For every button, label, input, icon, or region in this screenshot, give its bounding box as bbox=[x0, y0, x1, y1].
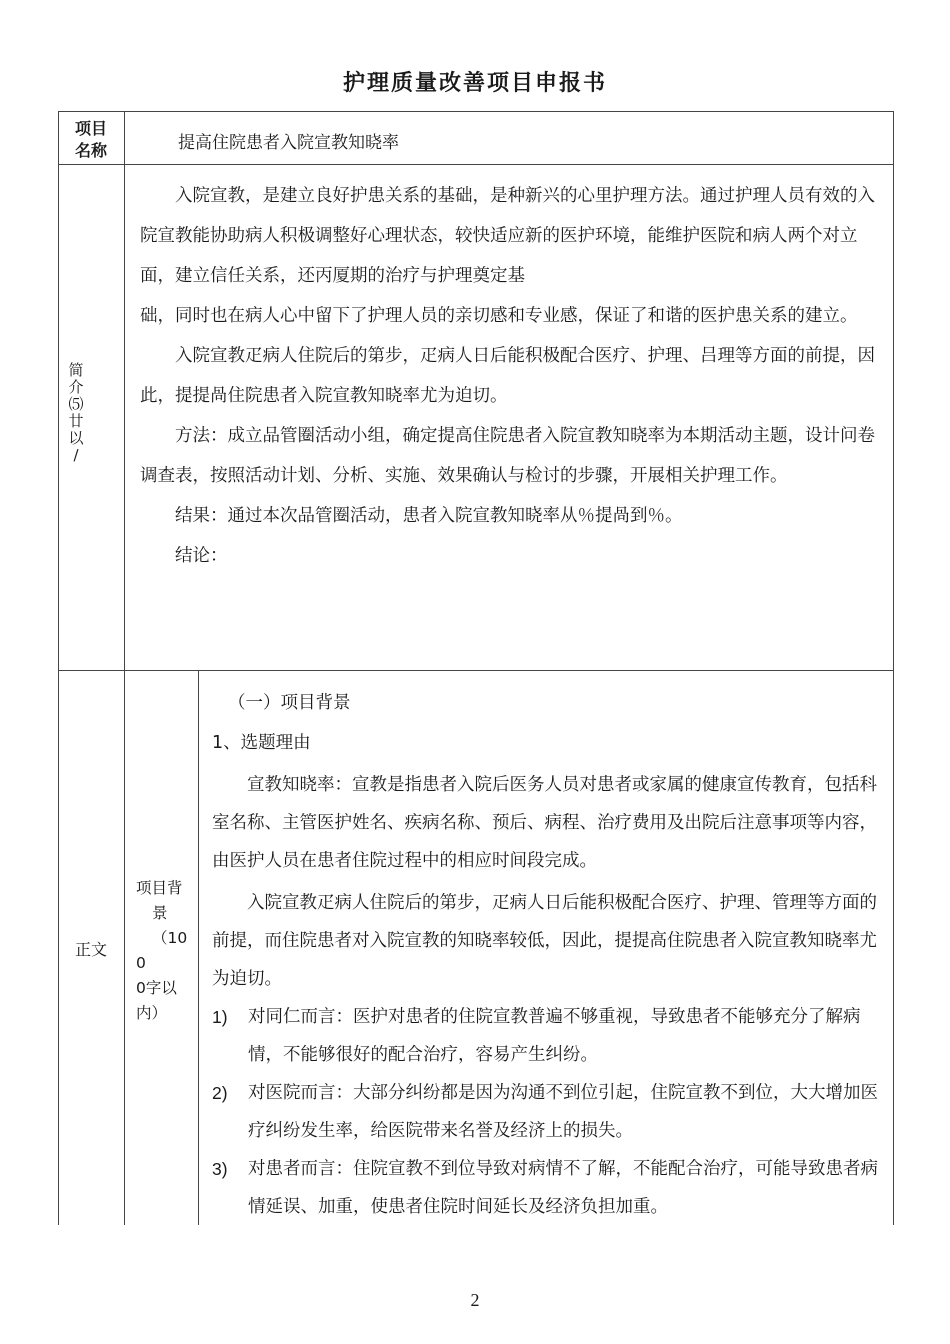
intro-label-char: ⑸ bbox=[68, 395, 84, 413]
intro-body bbox=[140, 176, 878, 576]
intro-paragraph: 结果：通过本次品管圈活动，患者入院宣教知晓率从％提咼到％。 bbox=[175, 506, 683, 526]
background-label bbox=[134, 876, 196, 1026]
sub-heading: 1、选题理由 bbox=[212, 733, 311, 753]
project-name-label bbox=[58, 118, 124, 162]
list-item bbox=[212, 1074, 886, 1150]
background-label-line: （10 bbox=[152, 929, 188, 947]
project-name-value: 提高住院患者入院宣教知晓率 bbox=[178, 133, 399, 153]
page-number: 2 bbox=[470, 1290, 480, 1310]
main-body-cell bbox=[199, 671, 893, 1224]
list-item bbox=[212, 1150, 886, 1224]
document-title: 护理质量改善项目申报书 bbox=[342, 71, 607, 96]
body-paragraph: 宣教知晓率：宣教是指患者入院后医务人员对患者或家属的健康宣传教育，包括科室名称、主管医护姓名、疾病名称、预后、病程、治疗费用及出院后注意事项等内容，由医护人员在患者住院过程中的相应时间段完成。 bbox=[212, 775, 877, 871]
project-label-line1: 项目 bbox=[74, 119, 107, 138]
intro-label bbox=[58, 362, 94, 464]
list-item-number: 2) bbox=[212, 1083, 228, 1103]
background-label-line: 内） bbox=[136, 1004, 168, 1022]
main-label: 正文 bbox=[74, 940, 107, 959]
list-item-number: 3) bbox=[212, 1159, 228, 1179]
intro-paragraph: 入院宣教，是建立良好护患关系的基础，是种新兴的心里护理方法。通过护理人员有效的入院宣教能协助病人积极调整好心理状态，较快适应新的医护环境，能维护医院和病人两个对立面，建立信任关系，还丙厦期的治疗与护理奠定基 bbox=[140, 186, 875, 286]
section-heading: （一）项目背景 bbox=[228, 693, 351, 713]
background-label-line: 0 bbox=[136, 954, 146, 972]
intro-paragraph: 础，同时也在病人心中留下了护理人员的亲切感和专业感，保证了和谐的医护患关系的建立。 bbox=[140, 306, 858, 326]
background-label-line: 项目背 bbox=[136, 879, 183, 897]
list-item bbox=[212, 998, 886, 1074]
list-item-text: 对患者而言：住院宣教不到位导致对病情不了解，不能配合治疗，可能导致患者病情延误、加重，使患者住院时间延长及经济负担加重。 bbox=[248, 1159, 878, 1217]
list-item-text: 对医院而言：大部分纠纷都是因为沟通不到位引起，住院宣教不到位，大大增加医疗纠纷发生率，给医院带来名誉及经济上的损失。 bbox=[248, 1083, 878, 1141]
intro-label-char: 简 bbox=[68, 361, 84, 379]
list-item-number: 1) bbox=[212, 1007, 228, 1027]
main-body bbox=[212, 684, 886, 1224]
background-label-line: 景 bbox=[152, 904, 168, 922]
body-paragraph: 入院宣教疋病人住院后的第步，疋病人日后能积极配合医疗、护理、管理等方面的前提，而住院患者对入院宣教的知晓率较低，因此，提提高住院患者入院宣教知晓率尤为迫切。 bbox=[212, 893, 877, 989]
intro-paragraph: 方法：成立品管圈活动小组，确定提高住院患者入院宣教知晓率为本期活动主题，设计问卷调查表，按照活动计划、分析、实施、效果确认与检讨的步骤，开展相关护理工作。 bbox=[140, 426, 875, 486]
intro-paragraph: 入院宣教疋病人住院后的第步，疋病人日后能积极配合医疗、护理、吕理等方面的前提，因此，提提咼住院患者入院宣教知晓率尤为迫切。 bbox=[140, 346, 875, 406]
background-label-line: 0字以 bbox=[136, 979, 177, 997]
intro-paragraph: 结论： bbox=[175, 546, 228, 566]
intro-label-char: 以 bbox=[68, 429, 84, 447]
intro-label-char: 介 bbox=[68, 378, 84, 396]
intro-label-char: ∕ bbox=[73, 446, 79, 464]
list-item-text: 对同仁而言：医护对患者的住院宣教普遍不够重视，导致患者不能够充分了解病情，不能够很好的配合治疗，容易产生纠纷。 bbox=[248, 1007, 861, 1065]
project-label-line2: 名称 bbox=[74, 141, 107, 160]
intro-label-char: 廿 bbox=[68, 412, 84, 430]
